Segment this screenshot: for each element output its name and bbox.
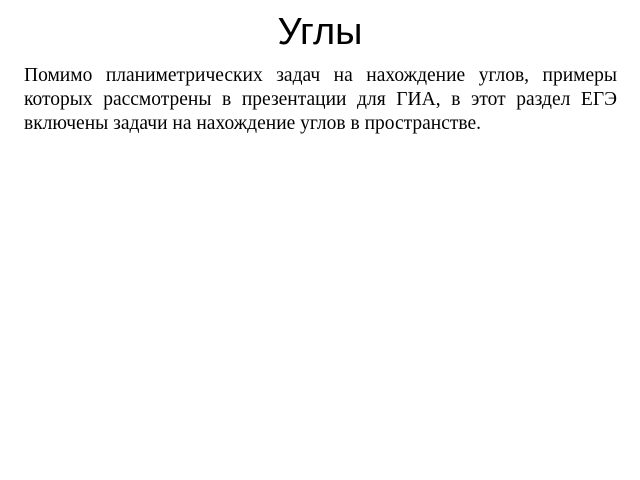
slide-body-text: Помимо планиметрических задач на нахождение углов, примеры которых рассмотрены в презентации для ГИА, в этот раздел ЕГЭ включены задачи на нахождение углов в пространстве. — [24, 65, 617, 134]
slide-title: Углы — [277, 11, 363, 53]
